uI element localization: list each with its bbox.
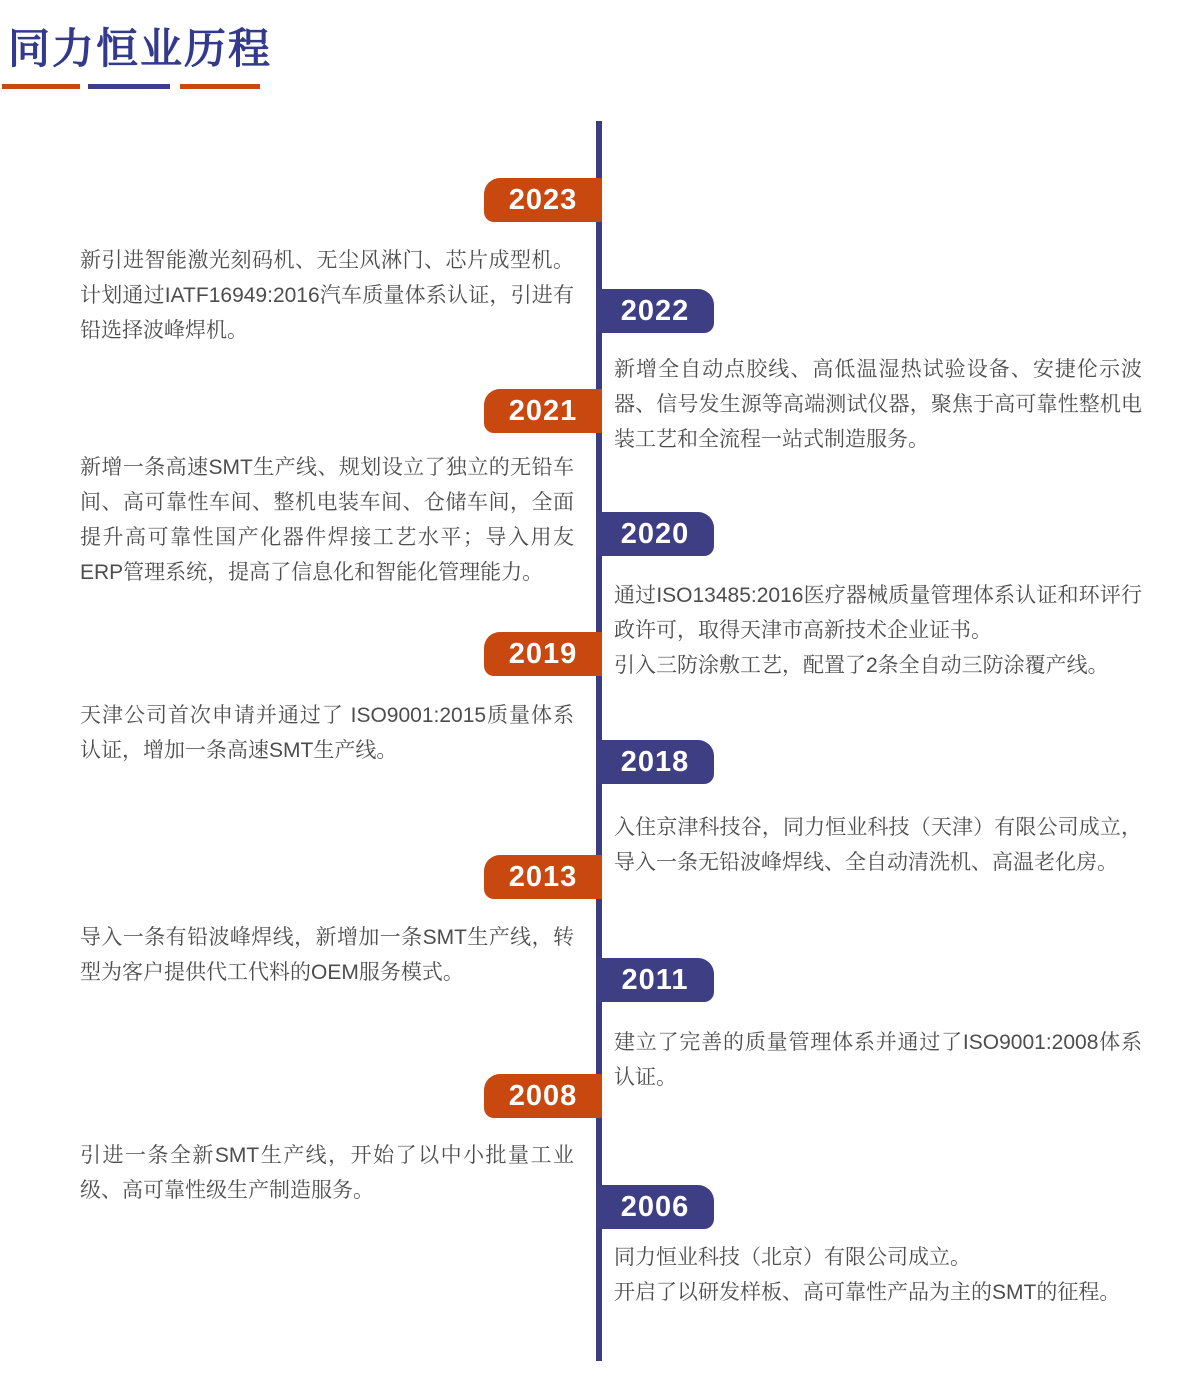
year-label-2006: 2006 <box>596 1185 714 1229</box>
milestone-paragraph: 开启了以研发样板、高可靠性产品为主的SMT的征程。 <box>614 1281 1121 1304</box>
year-label-2013: 2013 <box>484 855 602 899</box>
milestone-text-2011 <box>614 1025 1142 1095</box>
milestone-text-2020 <box>614 578 1142 683</box>
milestone-paragraph: 新增一条高速SMT生产线、规划设立了独立的无铅车间、高可靠性车间、整机电装车间、仓储车间，全面提升高可靠性国产化器件焊接工艺水平；导入用友ERP管理系统，提高了信息化和智能化管理能力。 <box>80 456 574 584</box>
milestone-text-2019 <box>80 698 574 768</box>
milestone-paragraph: 同力恒业科技（北京）有限公司成立。 <box>614 1246 971 1269</box>
title-accent-bar-3 <box>180 84 260 89</box>
milestone-text-2021 <box>80 450 574 590</box>
year-label-2008: 2008 <box>484 1074 602 1118</box>
milestone-text-2023 <box>80 243 574 348</box>
year-label-2011: 2011 <box>596 958 714 1002</box>
title-accent-bar-2 <box>88 84 170 89</box>
milestone-paragraph: 新增全自动点胶线、高低温湿热试验设备、安捷伦示波器、信号发生源等高端测试仪器，聚焦于高可靠性整机电装工艺和全流程一站式制造服务。 <box>614 358 1142 451</box>
year-label-2021: 2021 <box>484 389 602 433</box>
year-label-2018: 2018 <box>596 740 714 784</box>
title-accent-bar-1 <box>2 84 80 89</box>
milestone-text-2022 <box>614 352 1142 457</box>
milestone-paragraph: 建立了完善的质量管理体系并通过了ISO9001:2008体系认证。 <box>614 1031 1142 1089</box>
milestone-paragraph: 新引进智能激光刻码机、无尘风淋门、芯片成型机。计划通过IATF16949:2016汽车质量体系认证，引进有铅选择波峰焊机。 <box>80 249 574 342</box>
milestone-text-2008 <box>80 1138 574 1208</box>
milestone-paragraph: 通过ISO13485:2016医疗器械质量管理体系认证和环评行政许可，取得天津市高新技术企业证书。 <box>614 584 1142 642</box>
milestone-paragraph: 引进一条全新SMT生产线，开始了以中小批量工业级、高可靠性级生产制造服务。 <box>80 1144 574 1202</box>
year-label-2020: 2020 <box>596 512 714 556</box>
milestone-paragraph: 引入三防涂敷工艺，配置了2条全自动三防涂覆产线。 <box>614 654 1109 677</box>
milestone-paragraph: 入住京津科技谷，同力恒业科技（天津）有限公司成立，导入一条无铅波峰焊线、全自动清洗机、高温老化房。 <box>614 816 1142 874</box>
milestone-text-2013 <box>80 920 574 990</box>
year-label-2019: 2019 <box>484 632 602 676</box>
milestone-text-2006 <box>614 1240 1142 1310</box>
year-label-2023: 2023 <box>484 178 602 222</box>
milestone-text-2018 <box>614 810 1142 880</box>
milestone-paragraph: 天津公司首次申请并通过了 ISO9001:2015质量体系认证，增加一条高速SMT生产线。 <box>80 704 574 762</box>
page-title: 同力恒业历程 <box>8 25 273 72</box>
milestone-paragraph: 导入一条有铅波峰焊线，新增加一条SMT生产线，转型为客户提供代工代料的OEM服务模式。 <box>80 926 574 984</box>
year-label-2022: 2022 <box>596 289 714 333</box>
